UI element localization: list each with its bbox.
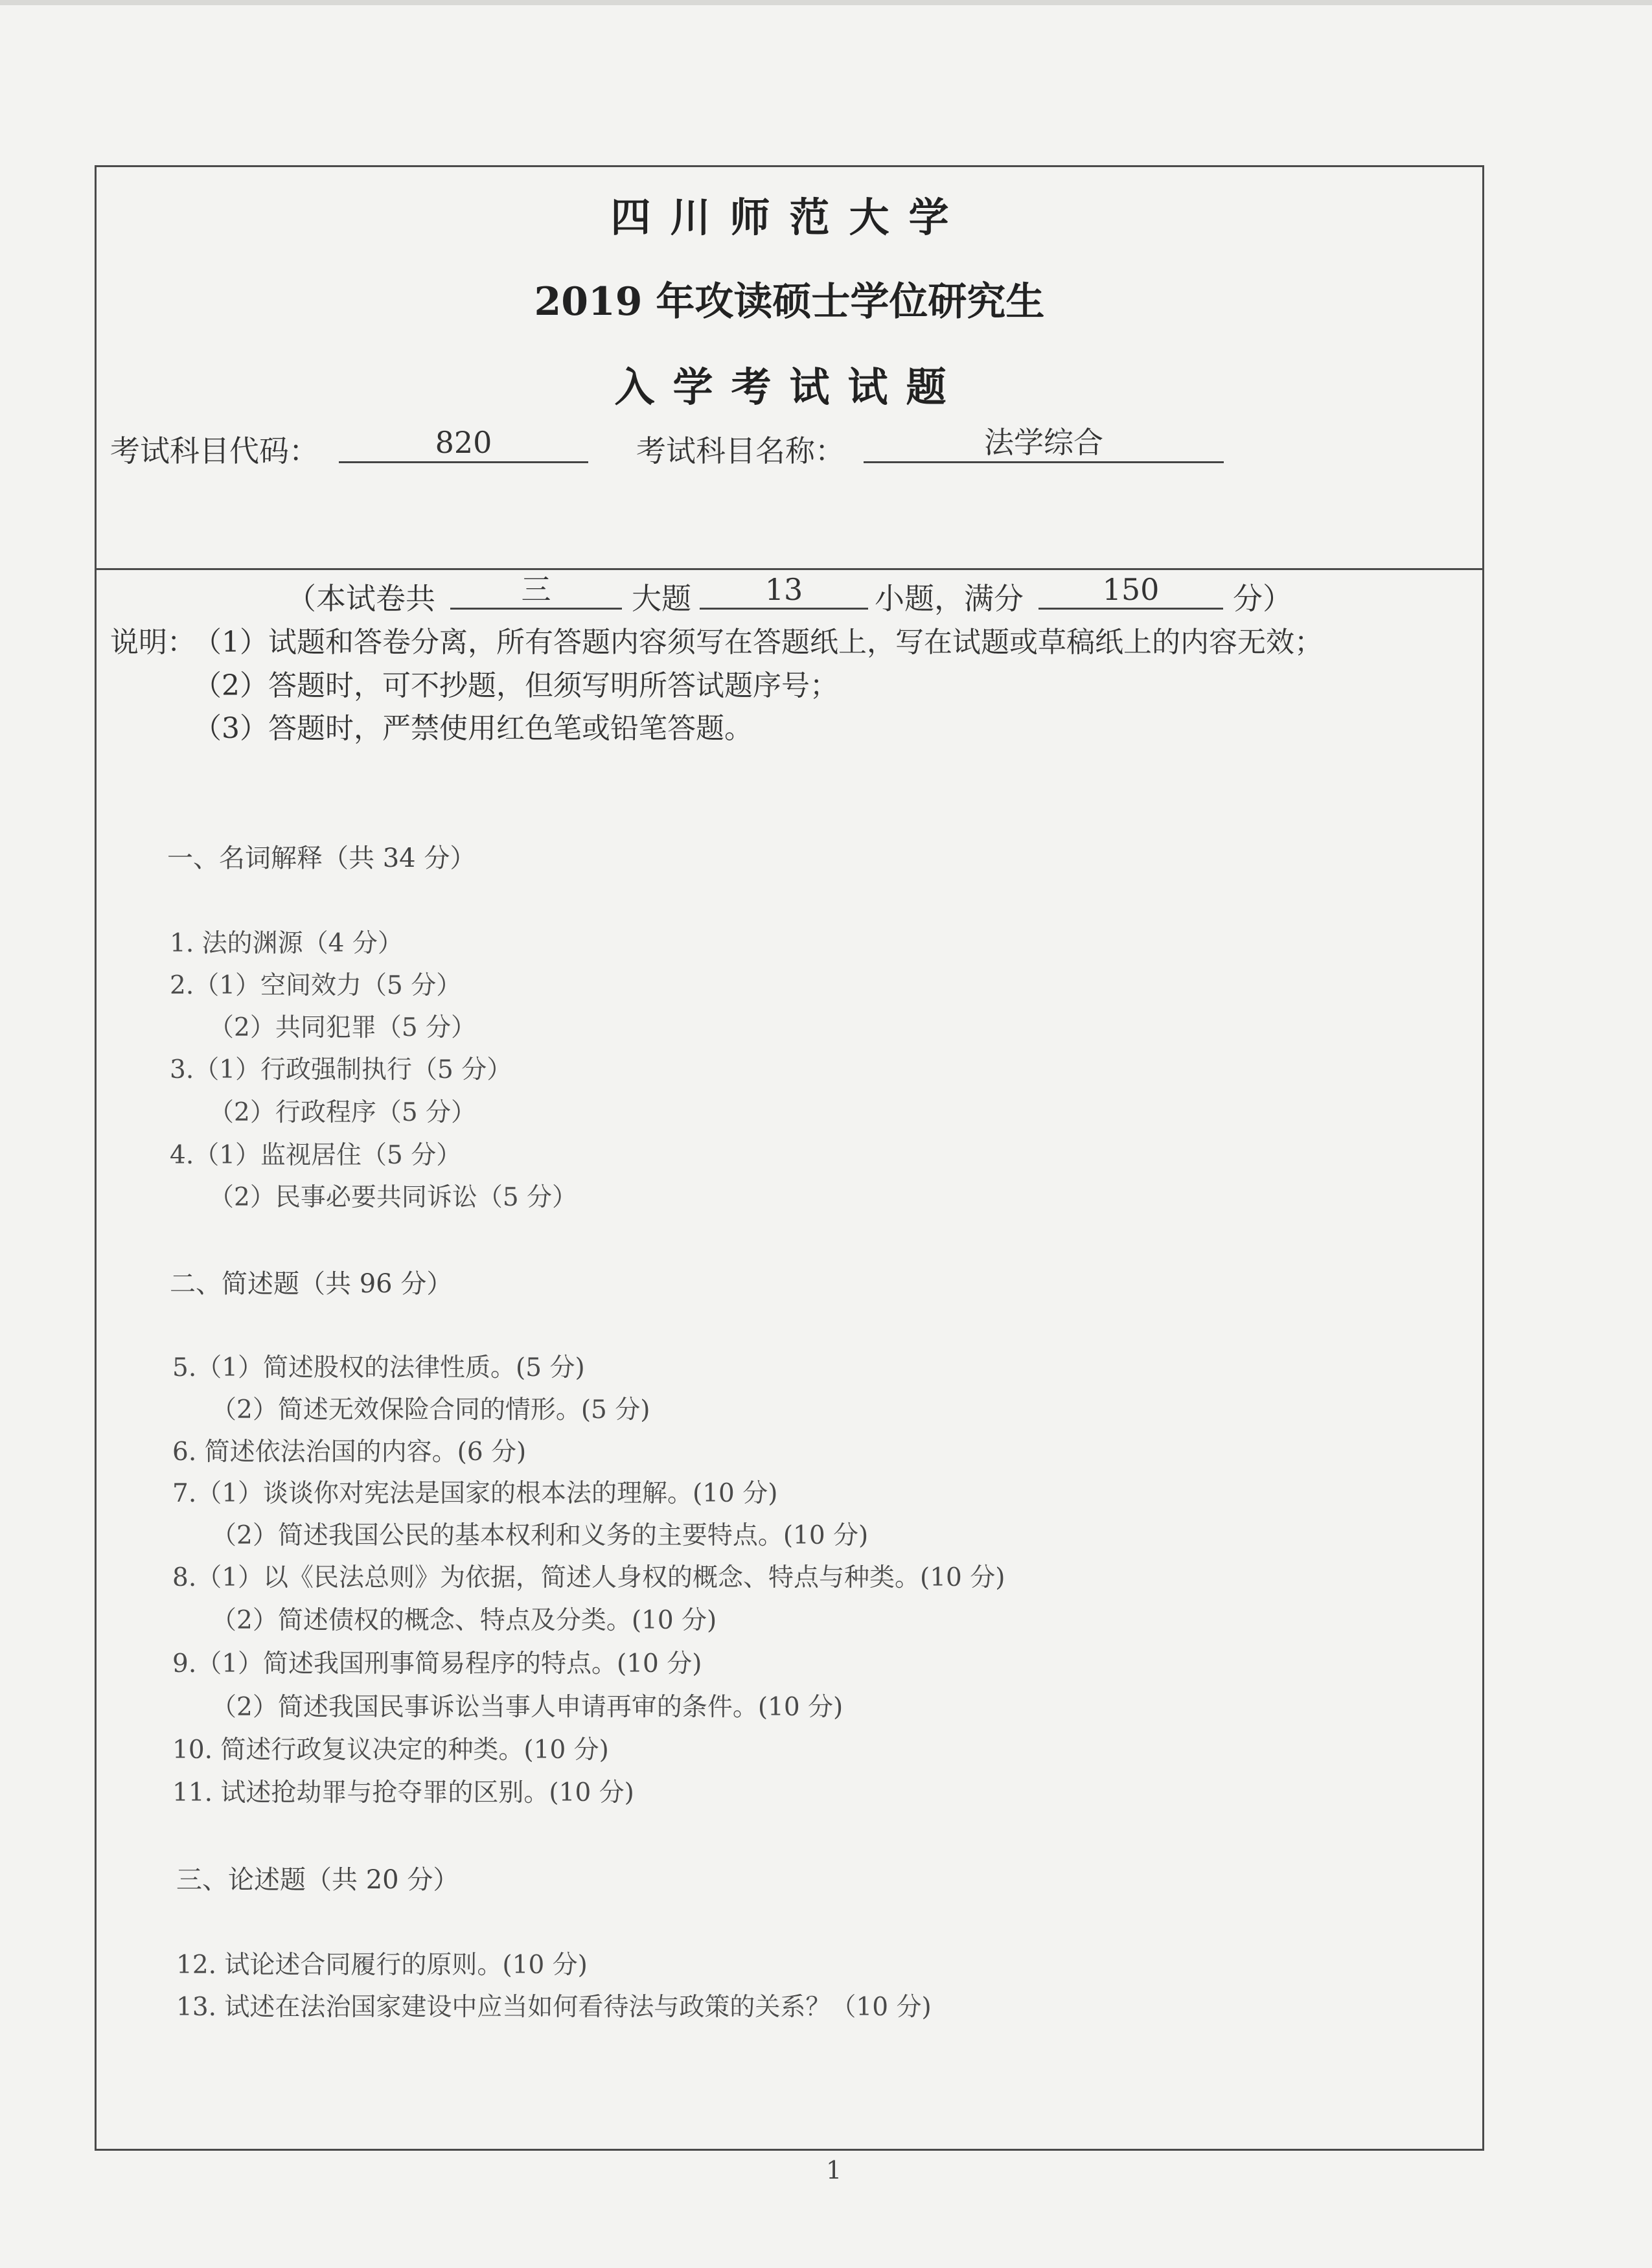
note-1: （1）试题和答卷分离，所有答题内容须写在答题纸上，写在试题或草稿纸上的内容无效； xyxy=(193,626,1323,659)
subject-code-label: 考试科目代码： xyxy=(110,433,319,468)
university-title: 四川师范大学 xyxy=(610,194,969,241)
total-score: 150 xyxy=(1038,571,1223,610)
question-item: 4.（1）监视居住（5 分） xyxy=(170,1141,462,1170)
question-item: 11. 试述抢劫罪与抢夺罪的区别。(10 分) xyxy=(172,1778,634,1807)
major-label: 大题 xyxy=(632,581,691,616)
section-title: 一、名词解释（共 34 分） xyxy=(167,843,476,873)
minor-label: 小题，满分 xyxy=(875,581,1024,616)
exam-title: 入学考试试题 xyxy=(614,363,965,411)
question-item: 5.（1）简述股权的法律性质。(5 分) xyxy=(172,1353,585,1382)
question-item: （2）简述债权的概念、特点及分类。(10 分) xyxy=(211,1606,717,1635)
question-item: （2）民事必要共同诉讼（5 分） xyxy=(209,1183,578,1212)
subject-code-value: 820 xyxy=(339,424,588,463)
header-divider xyxy=(95,568,1484,570)
question-item: 8.（1）以《民法总则》为依据，简述人身权的概念、特点与种类。(10 分) xyxy=(172,1563,1005,1592)
page-number: 1 xyxy=(826,2156,842,2184)
section-title: 三、论述题（共 20 分） xyxy=(176,1865,459,1895)
summary-prefix: （本试卷共 xyxy=(286,581,435,616)
question-item: （2）共同犯罪（5 分） xyxy=(209,1013,477,1042)
question-item: 3.（1）行政强制执行（5 分） xyxy=(170,1055,512,1084)
question-item: （2）简述我国公民的基本权利和义务的主要特点。(10 分) xyxy=(211,1521,869,1550)
note-3: （3）答题时，严禁使用红色笔或铅笔答题。 xyxy=(193,712,753,745)
subject-name-label: 考试科目名称： xyxy=(636,433,845,468)
question-item: 12. 试论述合同履行的原则。(10 分) xyxy=(176,1951,588,1980)
question-item: 6. 简述依法治国的内容。(6 分) xyxy=(172,1438,527,1467)
question-item: 2.（1）空间效力（5 分） xyxy=(170,971,462,1000)
minor-count: 13 xyxy=(700,571,868,610)
question-item: 7.（1）谈谈你对宪法是国家的根本法的理解。(10 分) xyxy=(172,1479,778,1508)
question-item: 10. 简述行政复议决定的种类。(10 分) xyxy=(172,1735,609,1765)
note-2: （2）答题时，可不抄题，但须写明所答试题序号； xyxy=(193,669,838,702)
question-item: 13. 试述在法治国家建设中应当如何看待法与政策的关系？（10 分) xyxy=(176,1993,932,2022)
question-item: （2）简述我国民事诉讼当事人申请再审的条件。(10 分) xyxy=(211,1693,843,1722)
major-count: 三 xyxy=(450,571,622,610)
notes-lead: 说明： xyxy=(110,626,196,659)
question-item: 1. 法的渊源（4 分） xyxy=(170,929,403,958)
scan-edge xyxy=(0,0,1652,5)
section-title: 二、简述题（共 96 分） xyxy=(170,1269,453,1299)
summary-suffix: 分） xyxy=(1233,581,1292,616)
question-item: （2）简述无效保险合同的情形。(5 分) xyxy=(211,1395,650,1425)
question-item: （2）行政程序（5 分） xyxy=(209,1098,477,1127)
subject-name-value: 法学综合 xyxy=(864,424,1224,463)
year-title: 2019 年攻读硕士学位研究生 xyxy=(534,279,1045,325)
question-item: 9.（1）简述我国刑事简易程序的特点。(10 分) xyxy=(172,1649,702,1678)
